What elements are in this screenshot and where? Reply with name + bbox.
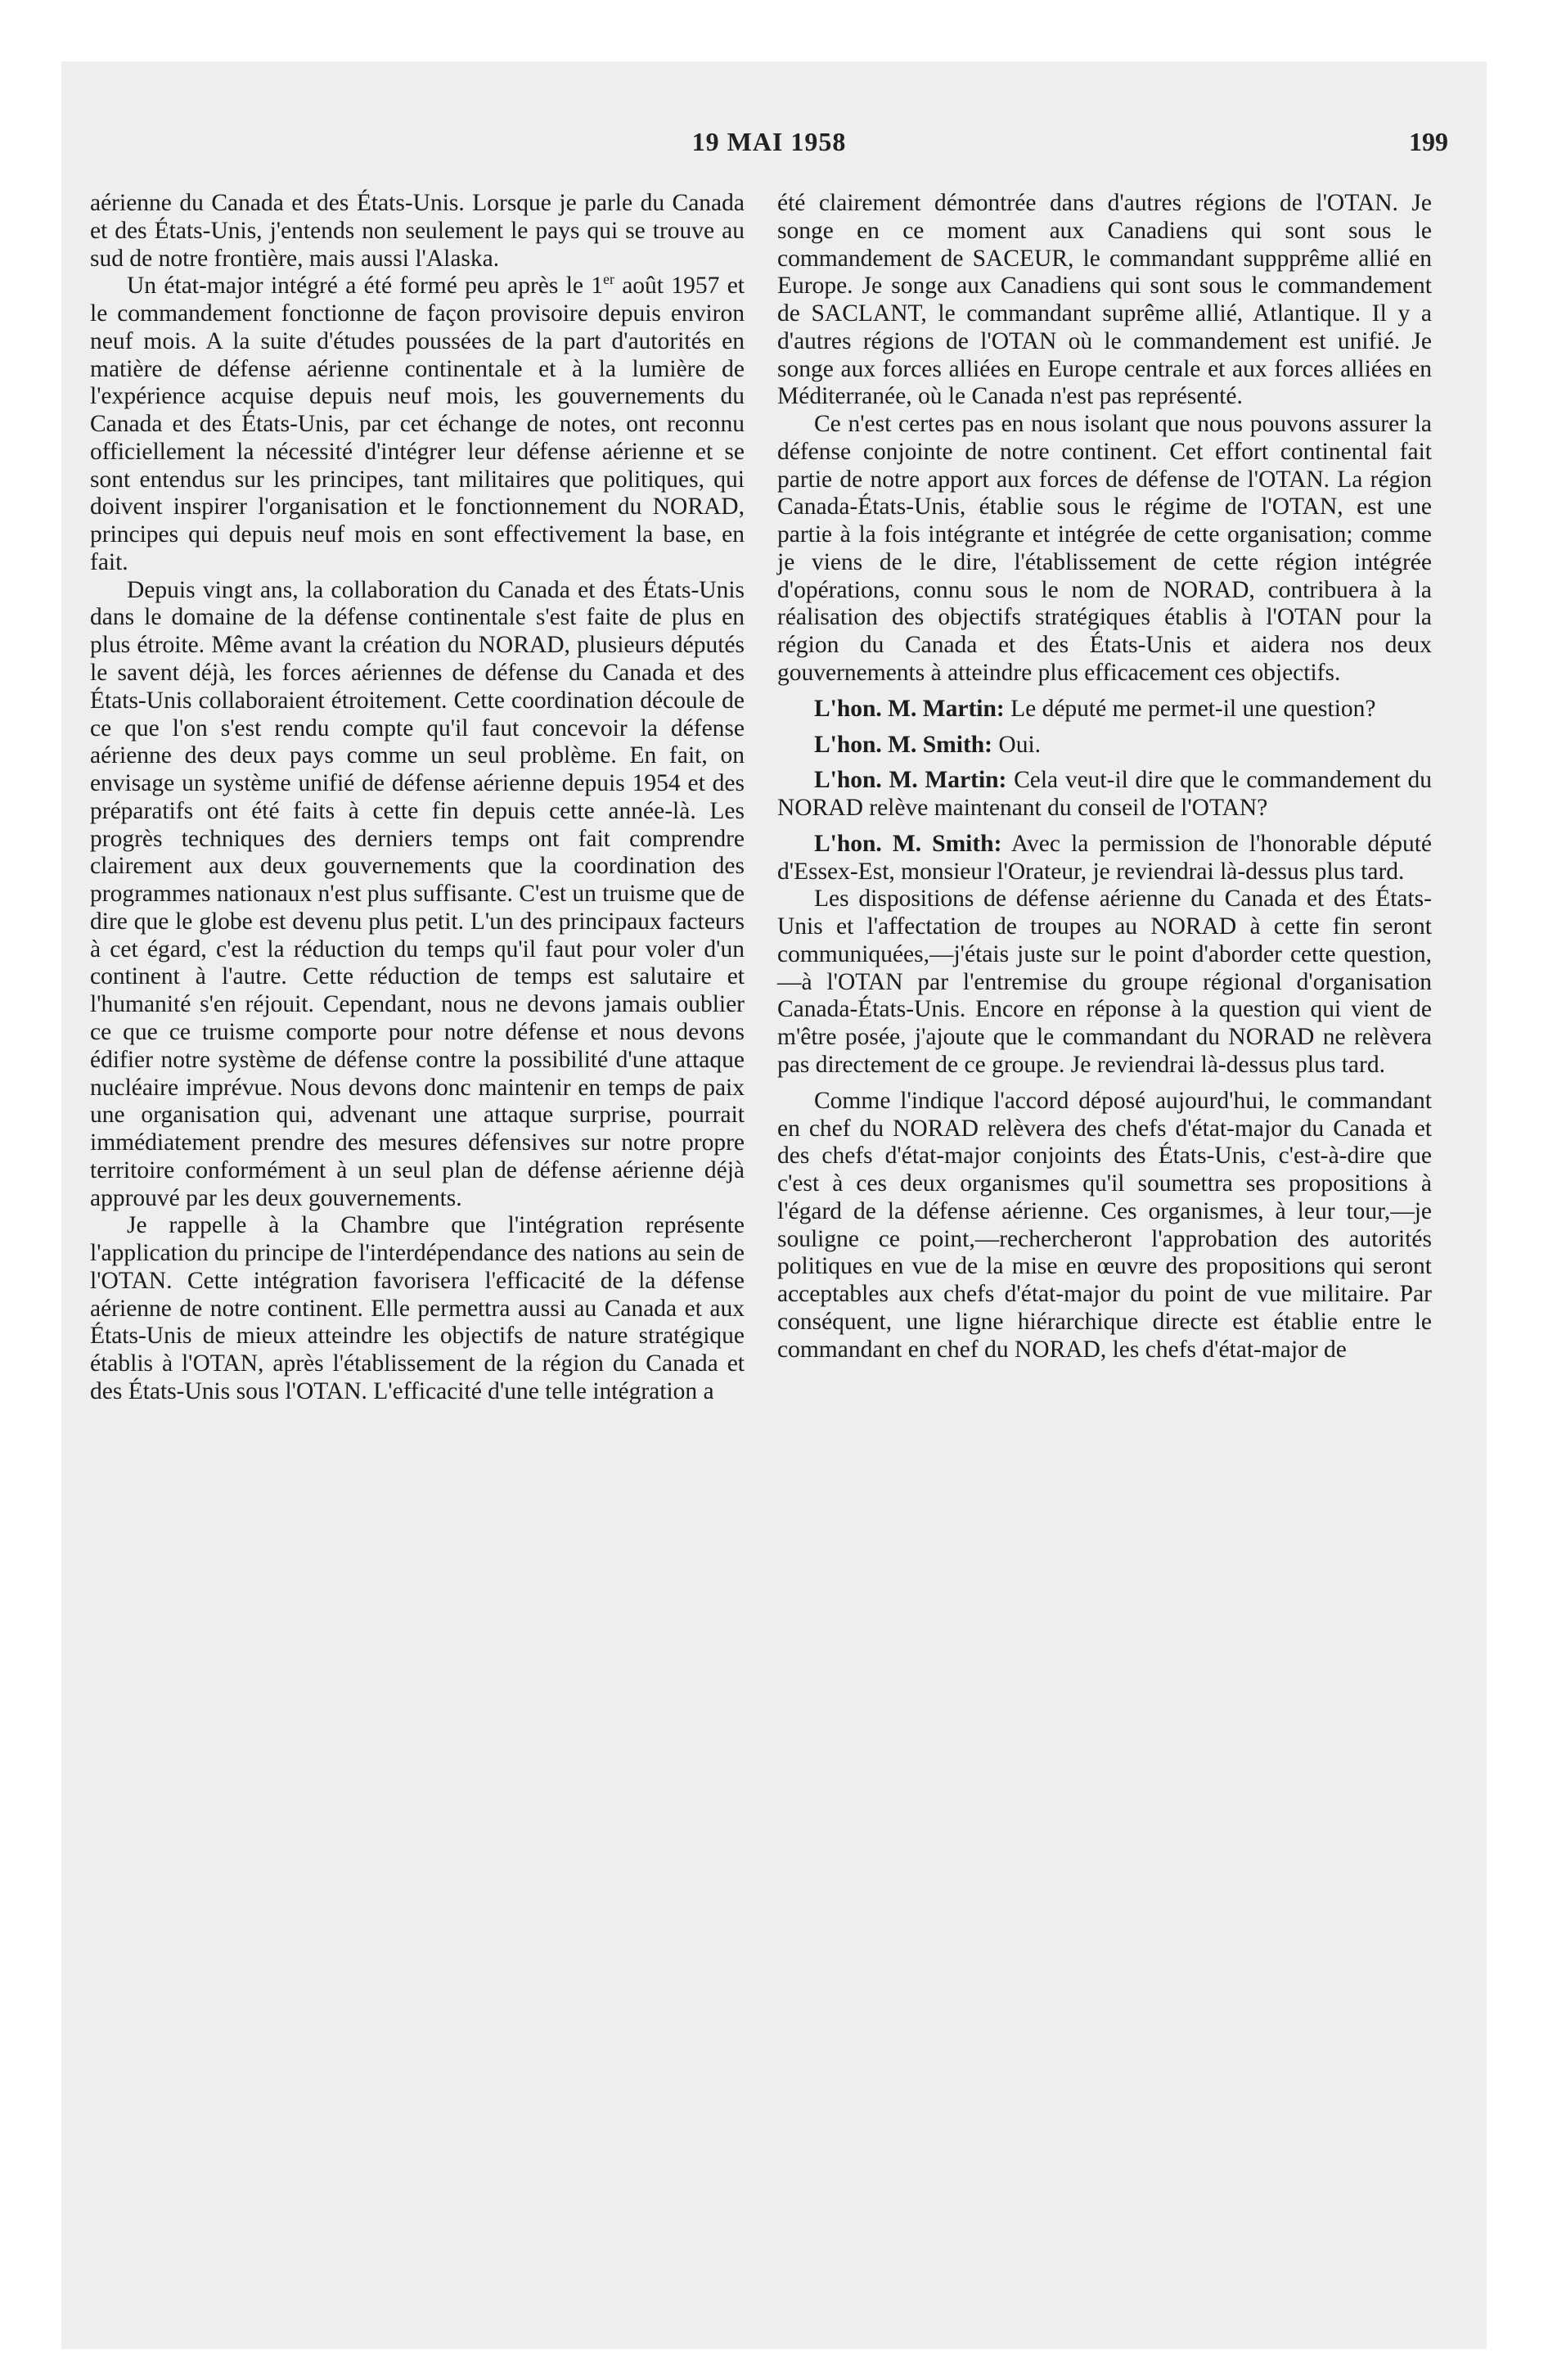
- paragraph: Ce n'est certes pas en nous isolant que nous pouvons assurer la défense conjointe de notre continent. Cet effort continental fait partie de notre apport aux forces de défense de l'OTAN. La région Canada-États-Unis, établie sous le régime de l'OTAN, est une partie à la fois intégrante et intégrée de cette organisation; comme je viens de le dire, l'établissement de cette région intégrée d'opérations, connu sous le nom de NORAD, contribuera à la réalisation des objectifs stratégiques établis à l'OTAN pour la région du Canada et des États-Unis et aidera nos deux gouvernements à atteindre plus efficacement ces objectifs.: [777, 411, 1432, 687]
- paragraph: été clairement démontrée dans d'autres régions de l'OTAN. Je songe en ce moment aux Canadiens qui sont sous le commandement de SACEUR, le commandant suppprême allié en Europe. Je songe aux Canadiens qui sont sous le commandement de SACLANT, le commandant suprême allié, Atlantique. Il y a d'autres régions de l'OTAN où le commandement est unifié. Je songe aux forces alliées en Europe centrale et aux forces alliées en Méditerranée, où le Canada n'est pas représenté.: [777, 190, 1432, 410]
- speech-text: Cela veut-il dire que le commandement du NORAD relève maintenant du conseil de l'OTAN?: [777, 767, 1432, 822]
- paragraph: [90, 273, 745, 576]
- page-date: 19 MAI 1958: [691, 127, 847, 156]
- text-run: Un état-major intégré a été formé peu après le 1: [127, 273, 604, 300]
- paragraph: Depuis vingt ans, la collaboration du Canada et des États-Unis dans le domaine de la défense continentale s'est faite de plus en plus étroite. Même avant la création du NORAD, plusieurs députés le savent déjà, les forces aériennes de défense du Canada et des États-Unis collaboraient étroitement. Cette coordination découle de ce que l'on s'est rendu compte qu'il faut concevoir la défense aérienne des deux pays comme un seul problème. En fait, on envisage un système unifié de défense aérienne depuis 1954 et des préparatifs ont été faits à cette fin depuis cette année-là. Les progrès techniques des derniers temps ont fait comprendre clairement aux deux gouvernements que la coordination des programmes nationaux n'est plus suffisante. C'est un truisme que de dire que le globe est devenu plus petit. L'un des principaux facteurs à cet égard, c'est la réduction du temps qu'il faut pour voler d'un continent à l'autre. Cette réduction de temps est salutaire et l'humanité s'en réjouit. Cependant, nous ne devons jamais oublier ce que ce truisme comporte pour notre défense et nous devons édifier notre système de défense contre la possibilité d'une attaque nucléaire imprévue. Nous devons donc maintenir en temps de paix une organisation qui, advenant une attaque surprise, pourrait immédiatement prendre des mesures défensives sur notre propre territoire conformément à un seul plan de défense aérienne déjà approuvé par les deux gouvernements.: [90, 576, 745, 1211]
- paragraph: aérienne du Canada et des États-Unis. Lorsque je parle du Canada et des États-Unis, j'entends non seulement le pays qui se trouve au sud de notre frontière, mais aussi l'Alaska.: [90, 190, 745, 272]
- speech-text: Le député me permet-il une question?: [1010, 695, 1376, 722]
- speaker-turn: [777, 732, 1432, 760]
- text-run: août 1957 et le commandement fonctionne de façon provisoire depuis environ neuf mois. A la suite d'études poussées de la part d'autorités en matière de défense aérienne continentale et à la lumière de l'expérience acquise depuis neuf mois, les gouvernements du Canada et des États-Unis, par cet échange de notes, ont reconnu officiellement la nécessité d'intégrer leur défense aérienne et se sont entendus sur les principes, tant militaires que politiques, qui doivent inspirer l'organisation et le fonctionnement du NORAD, principes qui depuis neuf mois en sont effectivement la base, en fait.: [90, 273, 745, 575]
- left-column: [90, 190, 745, 1406]
- paragraph: Les dispositions de défense aérienne du Canada et des États-Unis et l'affectation de troupes au NORAD à cette fin seront communiquées,—j'étais juste sur le point d'aborder cette question,—à l'OTAN par l'entremise du groupe régional d'organisation Canada-États-Unis. Encore en réponse à la question qui vient de m'être posée, j'ajoute que le commandant du NORAD ne relèvera pas directement de ce groupe. Je reviendrai là-dessus plus tard.: [777, 886, 1432, 1078]
- speaker-name: L'hon. M. Martin:: [814, 695, 1005, 722]
- paragraph: Comme l'indique l'accord déposé aujourd'hui, le commandant en chef du NORAD relèvera des chefs d'état-major du Canada et des chefs d'état-major conjoints des États-Unis, c'est-à-dire que c'est à ces deux organismes qu'il soumettra ses propositions à l'égard de la défense aérienne. Ces organismes, à leur tour,—je souligne ce point,—rechercheront l'approbation des autorités politiques en vue de la mise en œuvre des propositions qui seront acceptables aux chefs d'état-major du point de vue militaire. Par conséquent, une ligne hiérarchique directe est établie entre le commandant en chef du NORAD, les chefs d'état-major de: [777, 1087, 1432, 1363]
- page-header: [90, 127, 1448, 160]
- speaker-turn: [777, 767, 1432, 823]
- paragraph: Je rappelle à la Chambre que l'intégration représente l'application du principe de l'interdépendance des nations au sein de l'OTAN. Cette intégration favorisera l'efficacité de la défense aérienne de notre continent. Elle permettra aussi au Canada et aux États-Unis de mieux atteindre les objectifs de nature stratégique établis à l'OTAN, après l'établissement de la région du Canada et des États-Unis sous l'OTAN. L'efficacité d'une telle intégration a: [90, 1212, 745, 1404]
- speech-text: Avec la permission de l'honorable député d'Essex-Est, monsieur l'Orateur, je reviendrai là-dessus plus tard.: [777, 830, 1432, 885]
- speech-text: Oui.: [998, 731, 1042, 758]
- speaker-turn: [777, 831, 1432, 886]
- speaker-name: L'hon. M. Smith:: [814, 731, 993, 758]
- speaker-turn: [777, 696, 1432, 723]
- page-number: 199: [1409, 127, 1448, 156]
- right-column: [777, 190, 1432, 1364]
- speaker-name: L'hon. M. Smith:: [814, 830, 1002, 857]
- ordinal-superscript: er: [603, 271, 614, 288]
- speaker-name: L'hon. M. Martin:: [814, 767, 1007, 794]
